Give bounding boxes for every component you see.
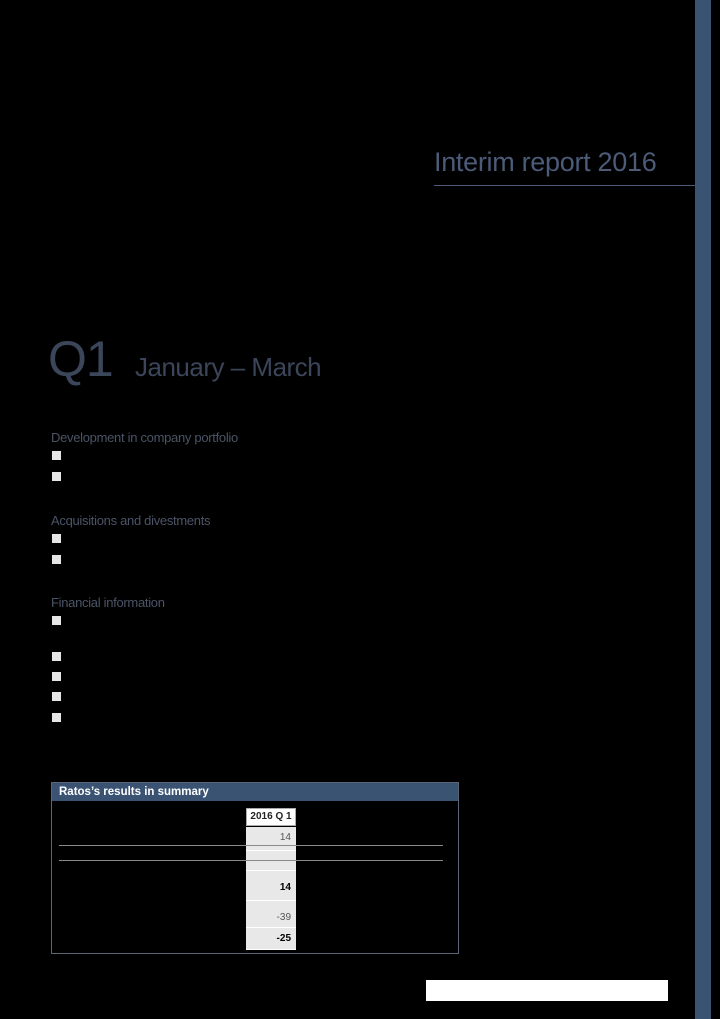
report-title: Interim report 2016: [434, 147, 657, 177]
table-cell: 14: [246, 871, 296, 901]
bullet-marker: [52, 534, 61, 543]
bullet-marker: [52, 672, 61, 681]
column-header: 2016 Q 1: [246, 808, 296, 826]
quarter-label: Q1: [48, 331, 113, 387]
table-cell-blank: [246, 851, 296, 871]
bullet-marker: [52, 713, 61, 722]
table-title: Ratos’s results in summary: [52, 783, 458, 801]
table-cell-total: -25: [246, 928, 296, 950]
bullet-marker: [52, 616, 61, 625]
section-heading-portfolio: Development in company portfolio: [51, 430, 238, 445]
footer-box: [426, 980, 668, 1001]
bullet-marker: [52, 692, 61, 701]
results-summary-table: [51, 782, 459, 954]
table-divider: [59, 845, 443, 846]
section-heading-financial: Financial information: [51, 595, 165, 610]
bullet-marker: [52, 555, 61, 564]
right-accent-bar: [695, 0, 711, 1019]
bullet-marker: [52, 472, 61, 481]
period-range: January – March: [135, 352, 322, 382]
bullet-marker: [52, 451, 61, 460]
title-underline: [434, 185, 695, 186]
bullet-marker: [52, 652, 61, 661]
table-cell: 14: [246, 827, 296, 851]
table-cell: -39: [246, 901, 296, 928]
table-divider: [59, 860, 443, 861]
section-heading-acquisitions: Acquisitions and divestments: [51, 513, 211, 528]
